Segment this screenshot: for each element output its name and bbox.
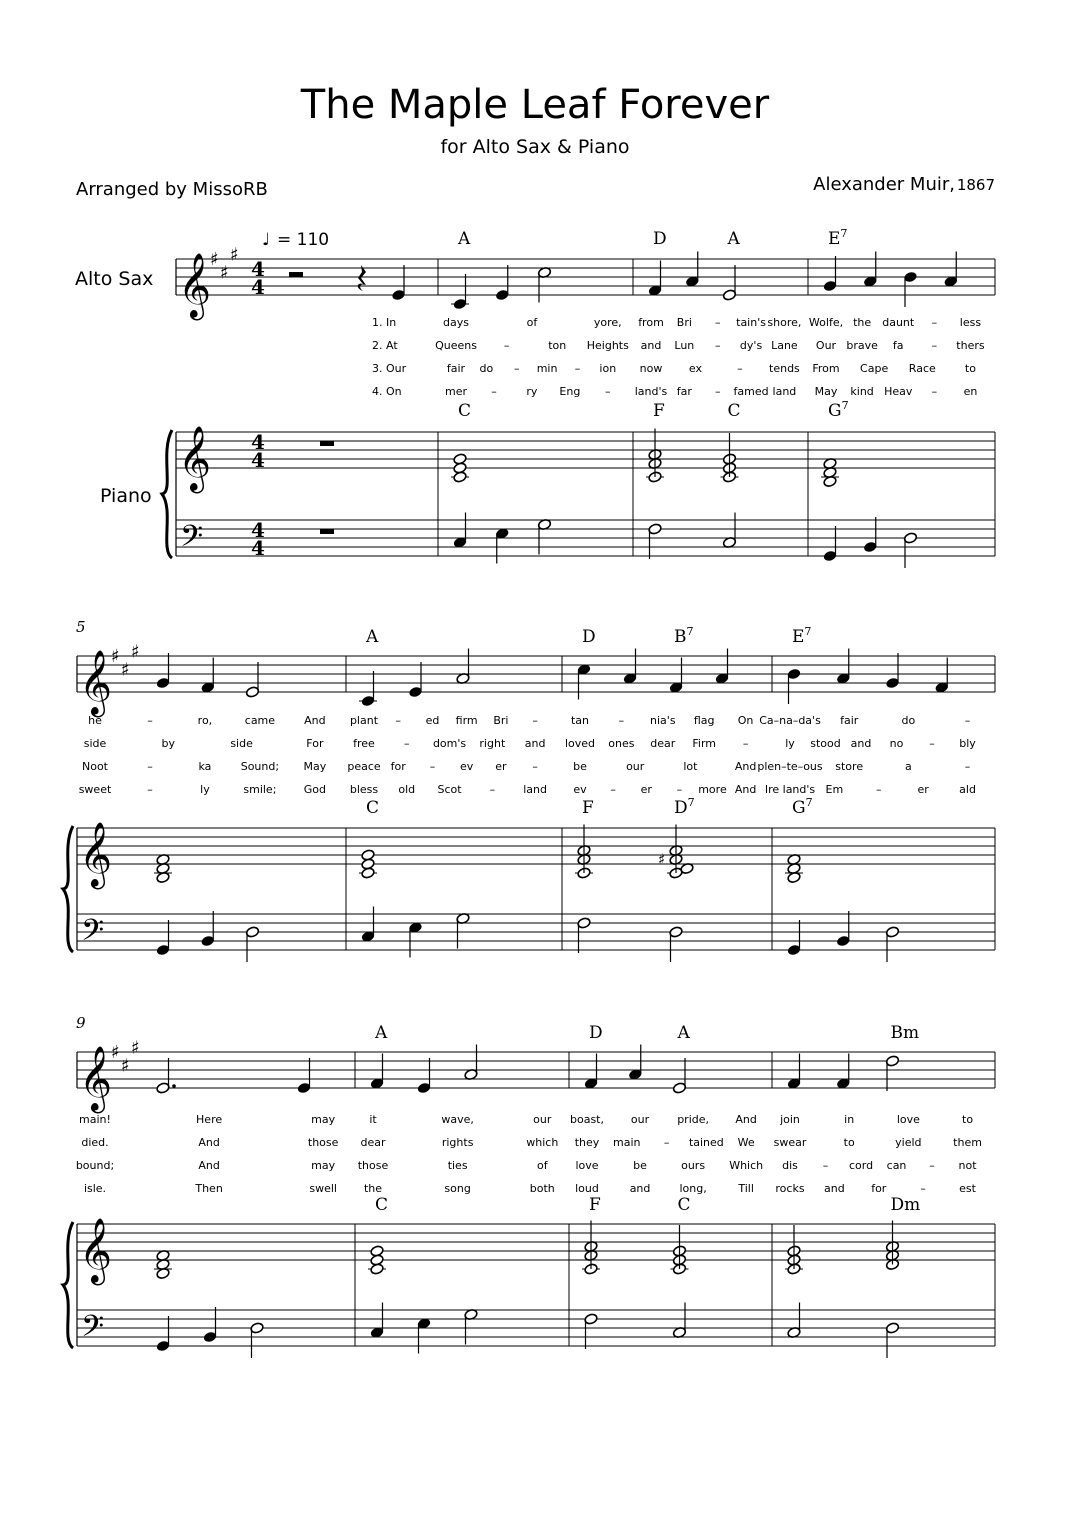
lyric-syllable: bless xyxy=(349,783,379,796)
half-rest xyxy=(289,272,303,277)
lyric-syllable: ev xyxy=(573,783,587,796)
lyric-syllable: Ca–na–da's xyxy=(759,714,821,727)
composer-year: 1867 xyxy=(956,176,995,194)
piano-label: Piano xyxy=(100,485,152,507)
lyric-syllable: – xyxy=(503,339,510,352)
lyric-syllable: dis xyxy=(782,1159,798,1172)
lyric-syllable: love xyxy=(575,1159,599,1172)
lyric-syllable: er xyxy=(917,783,929,796)
lyric-syllable: flag xyxy=(693,714,715,727)
lyric-syllable: – xyxy=(714,316,721,329)
lyric-syllable: – xyxy=(610,783,616,796)
lyric-syllable: nia's xyxy=(650,714,676,727)
chord-notehead xyxy=(370,1245,384,1257)
lyric-syllable: smile; xyxy=(243,783,277,796)
lyric-syllable: they xyxy=(574,1136,600,1149)
lyric-syllable: days xyxy=(443,316,469,329)
lyric-syllable: swear xyxy=(773,1136,807,1149)
sax-chord-symbol: A xyxy=(366,627,379,647)
lyric-syllable: Then xyxy=(195,1182,223,1195)
lyric-syllable: est xyxy=(959,1182,976,1195)
lyric-syllable: – xyxy=(491,385,497,398)
lyric-syllable: ro, xyxy=(197,714,213,727)
lyric-syllable: Em xyxy=(825,783,844,796)
lyric-syllable: – xyxy=(920,1182,926,1195)
lyric-syllable: loved xyxy=(564,737,596,750)
lyric-syllable: for xyxy=(390,760,406,773)
sax-chord-symbol: A xyxy=(375,1023,388,1043)
lyric-syllable: – xyxy=(489,783,496,796)
lyric-syllable: And xyxy=(734,760,757,773)
whole-rest xyxy=(320,441,334,446)
lyric-syllable: ion xyxy=(599,362,617,375)
lyric-syllable: less xyxy=(959,316,982,329)
piano-chord-symbol: F xyxy=(589,1195,601,1215)
lyric-syllable: boast, xyxy=(570,1113,604,1126)
lyric-syllable: may xyxy=(311,1159,336,1172)
lyric-syllable: Heights xyxy=(586,339,629,352)
lyric-syllable: of xyxy=(526,316,538,329)
lyric-syllable: dy's xyxy=(739,339,763,352)
piano-chord-symbol: $D^7$ xyxy=(674,796,695,818)
lyric-syllable: ald xyxy=(959,783,976,796)
lyric-syllable: Lun xyxy=(674,339,695,352)
lyric-syllable: – xyxy=(737,362,743,375)
lyric-syllable: plen–te–ous xyxy=(757,760,823,773)
lyric-syllable: 4. On xyxy=(372,385,402,398)
lyric-syllable: God xyxy=(303,783,327,796)
key-signature-sharp: ♯ xyxy=(121,659,130,681)
lyric-syllable: – xyxy=(663,1136,670,1149)
lyric-syllable: them xyxy=(953,1136,982,1149)
lyric-syllable: Ire land's xyxy=(764,783,816,796)
piano-chord-symbol: C xyxy=(458,401,472,421)
lyric-syllable: Cape xyxy=(860,362,889,375)
sax-chord-symbol: Bm xyxy=(890,1023,920,1043)
lyric-syllable: famed xyxy=(733,385,769,398)
lyric-syllable: ex xyxy=(688,362,703,375)
lyric-syllable: Bri xyxy=(493,714,509,727)
piano-chord-symbol: C xyxy=(677,1195,691,1215)
sax-chord-symbol: D xyxy=(653,229,667,249)
lyric-syllable: er xyxy=(495,760,507,773)
lyric-syllable: a xyxy=(904,760,912,773)
lyric-syllable: – xyxy=(964,714,971,727)
lyric-syllable: brave xyxy=(846,339,878,352)
time-signature-numerator: 4 xyxy=(251,430,265,454)
lyric-syllable: – xyxy=(931,339,938,352)
lyric-syllable: Noot xyxy=(81,760,109,773)
treble-clef-icon: 𝄞 xyxy=(178,426,212,491)
key-signature-sharp: ♯ xyxy=(230,244,239,266)
lyric-syllable: – xyxy=(532,714,538,727)
lyric-syllable: and xyxy=(640,339,662,352)
lyric-syllable: tends xyxy=(769,362,800,375)
composer-credit: Alexander Muir, xyxy=(813,174,955,195)
lyric-syllable: ly xyxy=(785,737,795,750)
lyric-syllable: yore, xyxy=(593,316,622,329)
lyric-syllable: tain's xyxy=(736,316,766,329)
lyric-syllable: rocks xyxy=(775,1182,805,1195)
lyric-syllable: free xyxy=(353,737,375,750)
lyric-syllable: – xyxy=(929,737,935,750)
lyric-syllable: – xyxy=(395,714,401,727)
lyric-syllable: land xyxy=(772,385,797,398)
lyric-syllable: may xyxy=(311,1113,336,1126)
lyric-syllable: May xyxy=(814,385,838,398)
lyric-syllable: firm xyxy=(455,714,478,727)
arranger-credit: Arranged by MissoRB xyxy=(76,179,268,200)
lyric-syllable: be xyxy=(633,1159,647,1172)
lyric-syllable: – xyxy=(429,760,436,773)
lyric-syllable: ka xyxy=(198,760,212,773)
piece-title: The Maple Leaf Forever xyxy=(300,82,770,128)
lyric-syllable: loud xyxy=(575,1182,599,1195)
lyric-syllable: – xyxy=(404,737,410,750)
lyric-syllable: – xyxy=(532,760,538,773)
lyric-syllable: tained xyxy=(688,1136,724,1149)
lyric-syllable: – xyxy=(513,362,520,375)
lyric-syllable: the xyxy=(853,316,872,329)
lyric-syllable: 3. Our xyxy=(372,362,407,375)
lyric-syllable: cord xyxy=(848,1159,874,1172)
lyric-syllable: lot xyxy=(683,760,698,773)
lyric-syllable: and xyxy=(850,737,872,750)
lyric-syllable: – xyxy=(147,714,153,727)
lyric-syllable: dom's xyxy=(432,737,467,750)
lyric-syllable: min xyxy=(536,362,558,375)
lyric-syllable: from xyxy=(638,316,664,329)
lyric-syllable: old xyxy=(398,783,416,796)
lyric-syllable: kind xyxy=(850,385,874,398)
lyric-syllable: mer xyxy=(444,385,468,398)
lyric-syllable: Scot xyxy=(437,783,462,796)
lyric-syllable: Wolfe, xyxy=(808,316,844,329)
lyric-syllable: join xyxy=(780,1113,800,1126)
sax-chord-symbol: $E^7$ xyxy=(828,227,848,249)
key-signature-sharp: ♯ xyxy=(210,249,219,270)
sax-chord-symbol: D xyxy=(582,627,596,647)
lyric-syllable: en xyxy=(963,385,978,398)
lyric-syllable: Our xyxy=(815,339,837,352)
lyric-syllable: be xyxy=(573,760,587,773)
lyric-syllable: yield xyxy=(895,1136,922,1149)
lyric-syllable: Which xyxy=(729,1159,764,1172)
time-signature-denominator: 4 xyxy=(251,448,265,472)
bass-clef-icon: 𝄢 xyxy=(81,914,105,955)
lyric-syllable: Queens xyxy=(435,339,477,352)
piano-chord-symbol: C xyxy=(375,1195,389,1215)
whole-rest xyxy=(320,529,334,534)
piano-chord-symbol: C xyxy=(727,401,741,421)
lyric-syllable: store xyxy=(835,760,864,773)
lyric-syllable: Sound; xyxy=(240,760,280,773)
lyric-syllable: thers xyxy=(956,339,985,352)
lyric-syllable: main xyxy=(613,1136,641,1149)
lyric-syllable: long, xyxy=(679,1182,707,1195)
lyric-syllable: to xyxy=(964,362,976,375)
lyric-syllable: shore, xyxy=(767,316,802,329)
lyric-syllable: our xyxy=(630,1113,650,1126)
lyric-syllable: ton xyxy=(548,339,567,352)
lyric-syllable: We xyxy=(737,1136,755,1149)
lyric-syllable: ones xyxy=(608,737,635,750)
lyric-syllable: Here xyxy=(196,1113,223,1126)
lyric-syllable: bound; xyxy=(75,1159,115,1172)
treble-clef-icon: 𝄞 xyxy=(79,1218,113,1283)
lyric-syllable: And xyxy=(734,783,757,796)
lyric-syllable: and xyxy=(629,1182,651,1195)
lyric-syllable: song xyxy=(444,1182,471,1195)
lyric-syllable: side xyxy=(230,737,253,750)
lyric-syllable: those xyxy=(357,1159,389,1172)
lyric-syllable: and xyxy=(524,737,546,750)
lyric-syllable: ev xyxy=(460,760,474,773)
time-signature-numerator: 4 xyxy=(251,257,265,281)
lyric-syllable: dear xyxy=(650,737,676,750)
measure-number-9: 9 xyxy=(76,1014,86,1032)
lyric-syllable: Bri xyxy=(676,316,692,329)
time-signature-denominator: 4 xyxy=(251,536,265,560)
lyric-syllable: both xyxy=(529,1182,555,1195)
lyric-syllable: Race xyxy=(908,362,936,375)
lyric-syllable: – xyxy=(822,1159,829,1172)
lyric-syllable: rights xyxy=(441,1136,474,1149)
piano-chord-symbol: F xyxy=(653,401,665,421)
sax-chord-symbol: $B^7$ xyxy=(674,625,694,647)
sax-chord-symbol: A xyxy=(458,229,471,249)
piano-chord-symbol: $G^7$ xyxy=(792,796,813,818)
lyric-syllable: land xyxy=(523,783,548,796)
lyric-syllable: do xyxy=(901,714,916,727)
lyric-syllable: – xyxy=(742,737,749,750)
lyric-syllable: and xyxy=(824,1182,845,1195)
lyric-syllable: 1. In xyxy=(372,316,397,329)
lyric-syllable: far xyxy=(676,385,692,398)
treble-clef-icon: 𝄞 xyxy=(79,650,113,715)
key-signature-sharp: ♯ xyxy=(111,1042,120,1063)
tempo-note-glyph: ♩ xyxy=(262,230,271,250)
chord-notehead xyxy=(361,849,375,861)
piano-brace xyxy=(63,1222,73,1348)
sharp-accidental: ♯ xyxy=(658,850,666,869)
lyric-syllable: ed xyxy=(425,714,440,727)
lyric-syllable: sweet xyxy=(78,783,112,796)
lyric-syllable: – xyxy=(676,783,683,796)
lyric-syllable: – xyxy=(931,385,938,398)
lyric-syllable: – xyxy=(147,783,153,796)
lyric-syllable: of xyxy=(536,1159,548,1172)
lyric-syllable: On xyxy=(737,714,754,727)
lyric-syllable: Till xyxy=(738,1182,754,1195)
lyric-syllable: dear xyxy=(360,1136,386,1149)
augmentation-dot xyxy=(172,1084,176,1088)
lyric-syllable: our xyxy=(533,1113,552,1126)
lyric-syllable: – xyxy=(929,1159,935,1172)
lyric-syllable: – xyxy=(714,339,721,352)
lyric-syllable: to xyxy=(962,1113,974,1126)
lyric-syllable: peace xyxy=(347,760,381,773)
lyric-syllable: – xyxy=(147,760,153,773)
lyric-syllable: which xyxy=(526,1136,559,1149)
lyric-syllable: And xyxy=(735,1113,757,1126)
piano-chord-symbol: F xyxy=(582,798,594,818)
key-signature-sharp: ♯ xyxy=(220,262,229,284)
lyric-syllable: love xyxy=(896,1113,920,1126)
lyric-syllable: From xyxy=(812,362,840,375)
lyric-syllable: it xyxy=(369,1113,377,1126)
lyric-syllable: 2. At xyxy=(372,339,398,352)
piano-brace xyxy=(162,430,172,558)
lyric-syllable: came xyxy=(244,714,276,727)
piano-chord-symbol: C xyxy=(366,798,380,818)
alto-sax-label: Alto Sax xyxy=(75,268,154,290)
lyric-syllable: – xyxy=(618,714,625,727)
lyric-syllable: more xyxy=(698,783,727,796)
key-signature-sharp: ♯ xyxy=(131,641,140,663)
lyric-syllable: And xyxy=(198,1159,220,1172)
lyric-syllable: – xyxy=(714,385,721,398)
lyric-syllable: died. xyxy=(81,1136,109,1149)
lyric-syllable: bly xyxy=(959,737,976,750)
lyric-syllable: main! xyxy=(79,1113,111,1126)
measure-number-5: 5 xyxy=(76,618,86,636)
key-signature-sharp: ♯ xyxy=(131,1037,140,1059)
lyric-syllable: And xyxy=(304,714,326,727)
lyric-syllable: For xyxy=(306,737,324,750)
sax-chord-symbol: D xyxy=(589,1023,603,1043)
bass-clef-icon: 𝄢 xyxy=(180,520,204,561)
music-notation xyxy=(63,227,995,1358)
lyric-syllable: May xyxy=(303,760,327,773)
lyric-syllable: the xyxy=(363,1182,383,1195)
chord-notehead xyxy=(453,453,467,465)
key-signature-sharp: ♯ xyxy=(111,646,120,667)
lyric-syllable: those xyxy=(307,1136,339,1149)
lyric-syllable: Eng xyxy=(559,385,581,398)
lyric-syllable: Firm xyxy=(692,737,717,750)
lyric-syllable: tan xyxy=(570,714,590,727)
time-signature-denominator: 4 xyxy=(251,275,265,299)
lyric-syllable: – xyxy=(605,385,611,398)
lyric-syllable: to xyxy=(843,1136,855,1149)
sax-chord-symbol: $E^7$ xyxy=(792,625,812,647)
lyric-syllable: our xyxy=(626,760,645,773)
lyric-syllable: in xyxy=(844,1113,855,1126)
lyric-syllable: no xyxy=(889,737,904,750)
lyric-syllable: daunt xyxy=(882,316,915,329)
lyric-syllable: he xyxy=(88,714,102,727)
lyric-syllable: by xyxy=(161,737,176,750)
lyric-syllable: And xyxy=(198,1136,220,1149)
treble-clef-icon: 𝄞 xyxy=(178,253,212,318)
lyric-syllable: swell xyxy=(309,1182,337,1195)
lyric-syllable: ours xyxy=(681,1159,706,1172)
lyric-syllable: right xyxy=(479,737,506,750)
lyric-syllable: isle. xyxy=(83,1182,107,1195)
lyric-syllable: fair xyxy=(840,714,859,727)
piece-subtitle: for Alto Sax & Piano xyxy=(440,136,630,158)
lyric-syllable: – xyxy=(964,760,971,773)
lyric-syllable: ry xyxy=(526,385,538,398)
lyric-syllable: wave, xyxy=(441,1113,474,1126)
lyric-syllable: ties xyxy=(447,1159,468,1172)
lyric-syllable: ly xyxy=(200,783,210,796)
lyric-syllable: plant xyxy=(349,714,379,727)
lyric-syllable: Heav xyxy=(884,385,913,398)
lyric-syllable: – xyxy=(876,783,882,796)
lyric-syllable: side xyxy=(83,737,107,750)
lyric-syllable: can xyxy=(886,1159,907,1172)
lyric-syllable: Lane xyxy=(771,339,798,352)
lyric-syllable: – xyxy=(931,316,938,329)
treble-clef-icon: 𝄞 xyxy=(79,822,113,887)
tempo-marking: = 110 xyxy=(277,230,330,250)
key-signature-sharp: ♯ xyxy=(121,1055,130,1077)
lyric-syllable: not xyxy=(958,1159,977,1172)
lyric-syllable: stood xyxy=(810,737,841,750)
quarter-rest xyxy=(358,265,366,291)
treble-clef-icon: 𝄞 xyxy=(79,1046,113,1111)
lyric-syllable: pride, xyxy=(677,1113,710,1126)
bass-clef-icon: 𝄢 xyxy=(81,1310,105,1351)
piano-chord-symbol: $G^7$ xyxy=(828,399,849,421)
lyric-syllable: for xyxy=(871,1182,887,1195)
sax-chord-symbol: A xyxy=(677,1023,690,1043)
lyric-syllable: do xyxy=(479,362,494,375)
lyric-syllable: fair xyxy=(446,362,466,375)
piano-chord-symbol: Dm xyxy=(890,1195,921,1215)
time-signature-numerator: 4 xyxy=(251,518,265,542)
sax-chord-symbol: A xyxy=(727,229,740,249)
piano-brace xyxy=(63,826,73,952)
lyric-syllable: now xyxy=(639,362,663,375)
lyric-syllable: land's xyxy=(634,385,668,398)
lyric-syllable: fa xyxy=(892,339,904,352)
lyric-syllable: – xyxy=(574,362,581,375)
lyric-syllable: er xyxy=(640,783,652,796)
